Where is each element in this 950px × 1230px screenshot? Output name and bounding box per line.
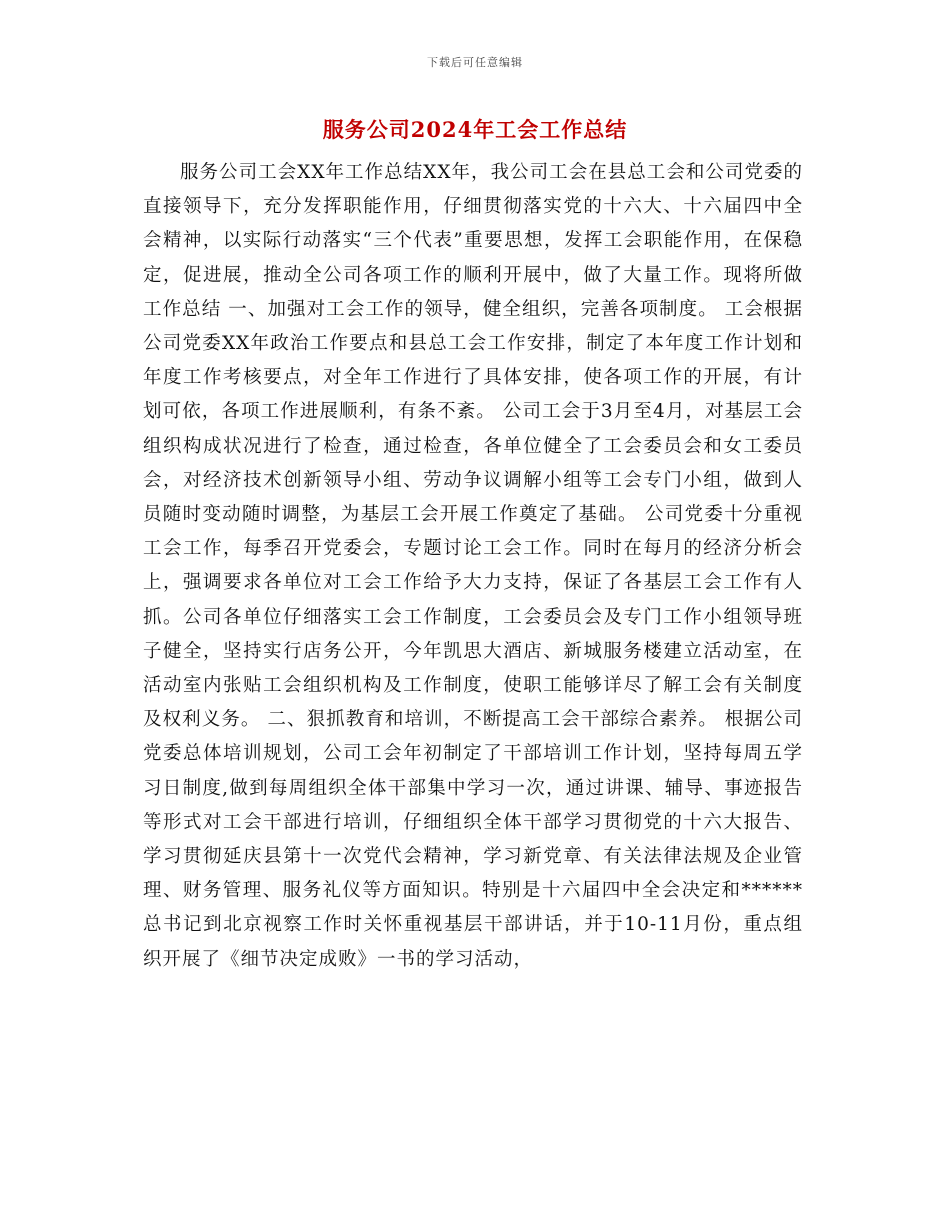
document-body: 服务公司工会XX年工作总结XX年，我公司工会在县总工会和公司党委的直接领导下，充分发挥职能作用，仔细贯彻落实党的十六大、十六届四中全会精神，以实际行动落实“三个代表”重要思想，发挥工会职能作用，在保稳定，促进展，推动全公司各项工作的顺利开展中，做了大量工作。现将所做工作总结 一、加强对工会工作的领导，健全组织，完善各项制度。 工会根据公司党委XX年政治工作要点和县总工会工作安排，制定了本年度工作计划和年度工作考核要点，对全年工作进行了具体安排，使各项工作的开展，有计划可依，各项工作进展顺利，有条不紊。 公司工会于3月至4月，对基层工会组织构成状况进行了检查，通过检查，各单位健全了工会委员会和女工委员会，对经济技术创新领导小组、劳动争议调解小组等工会专门小组，做到人员随时变动随时调整，为基层工会开展工作奠定了基础。 公司党委十分重视工会工作，每季召开党委会，专题讨论工会工作。同时在每月的经济分析会上，强调要求各单位对工会工作给予大力支持，保证了各基层工会工作有人抓。公司各单位仔细落实工会工作制度，工会委员会及专门工作小组领导班子健全，坚持实行店务公开，今年凯思大酒店、新城服务楼建立活动室，在活动室内张贴工会组织机构及工作制度，使职工能够详尽了解工会有关制度及权利义务。 二、狠抓教育和培训，不断提高工会干部综合素养。 根据公司党委总体培训规划，公司工会年初制定了干部培训工作计划，坚持每周五学习日制度,做到每周组织全体干部集中学习一次，通过讲课、辅导、事迹报告等形式对工会干部进行培训，仔细组织全体干部学习贯彻党的十六大报告、学习贯彻延庆县第十一次党代会精神，学习新党章、有关法律法规及企业管理、财务管理、服务礼仪等方面知识。特别是十六届四中全会决定和******总书记到北京视察工作时关怀重视基层干部讲话，并于10-11月份，重点组织开展了《细节决定成败》一书的学习活动， [143,162,803,970]
header-note: 下载后可任意编辑 [427,56,523,69]
document-title: 服务公司2024年工会工作总结 [322,117,628,142]
